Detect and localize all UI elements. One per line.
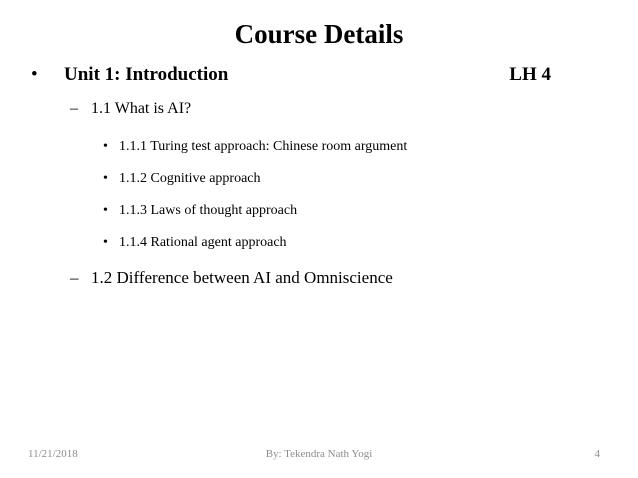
footer-author: By: Tekendra Nath Yogi <box>265 448 373 460</box>
lecture-hours: LH 4 <box>509 64 551 85</box>
bullet-icon: • <box>103 139 108 154</box>
dash-icon: – <box>70 100 78 117</box>
subsection-label: 1.1.2 Cognitive approach <box>119 171 261 186</box>
section-label: 1.1 What is AI? <box>91 100 192 117</box>
dash-icon: – <box>70 268 79 287</box>
slide-title: Course Details <box>234 19 404 49</box>
bullet-icon: • <box>103 203 108 218</box>
unit-bullet-item <box>31 62 551 88</box>
bullet-icon: • <box>31 64 38 85</box>
footer-date: 11/21/2018 <box>28 448 78 460</box>
section-label: 1.2 Difference between AI and Omniscience <box>91 268 393 287</box>
unit-label: Unit 1: Introduction <box>64 64 229 85</box>
subsection-label: 1.1.4 Rational agent approach <box>119 235 287 250</box>
subsection-label: 1.1.1 Turing test approach: Chinese room argument <box>119 139 408 154</box>
bullet-icon: • <box>103 171 108 186</box>
subsection-label: 1.1.3 Laws of thought approach <box>119 203 298 218</box>
footer-page-number: 4 <box>594 448 600 460</box>
bullet-icon: • <box>103 235 108 250</box>
